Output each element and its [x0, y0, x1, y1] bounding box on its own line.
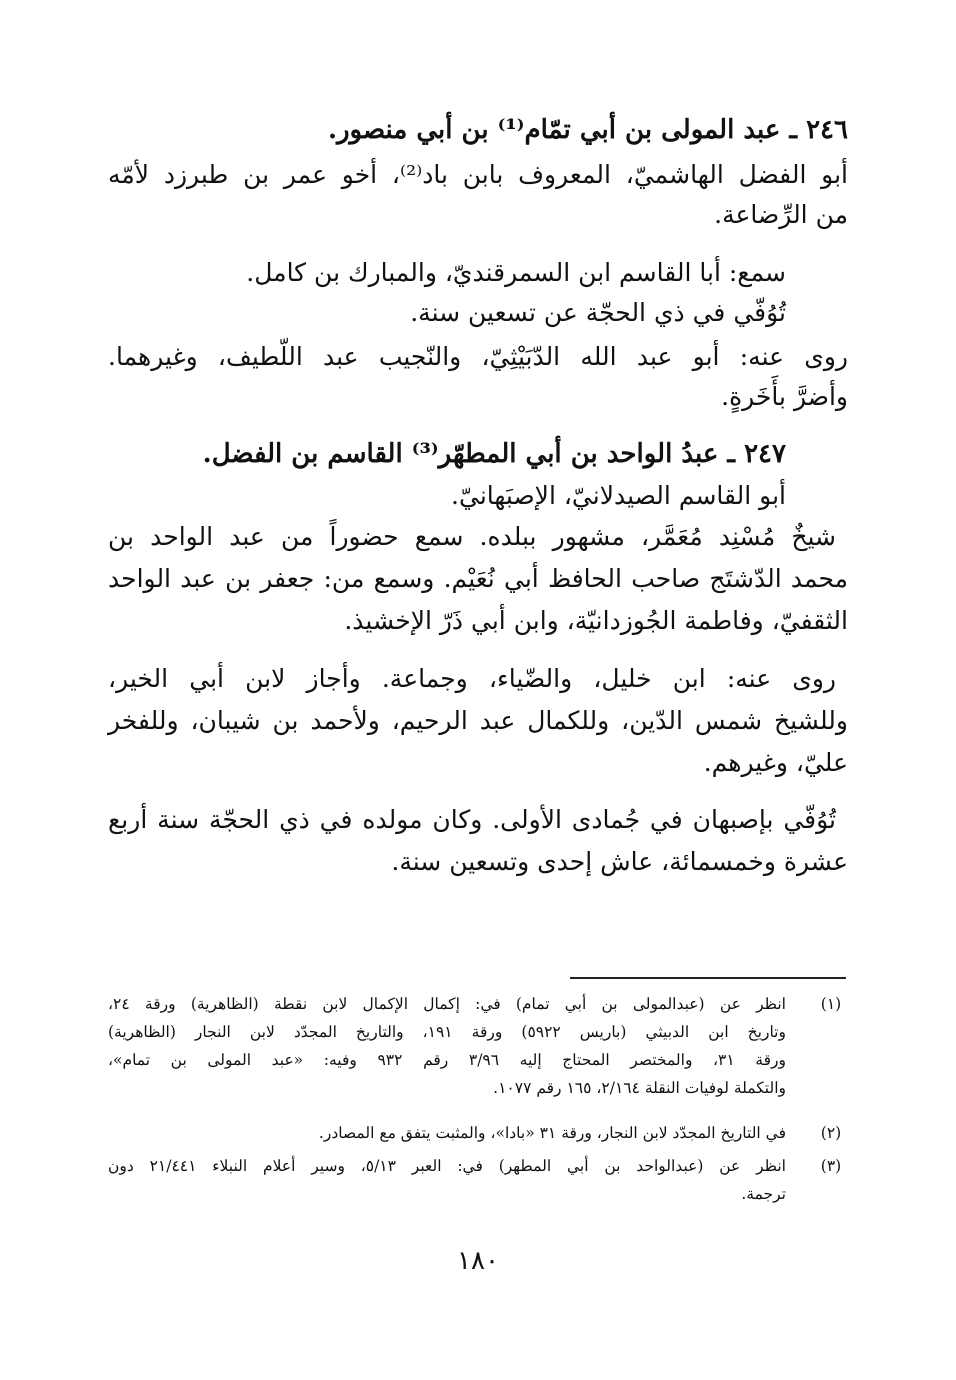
- entry-247-line-8: تُوُفّي بإصبهان في جُمادى الأولى. وكان مولده في ذي الحجّة سنة أربع: [108, 805, 836, 834]
- entry-247-title: ٢٤٧ ـ عبدُ الواحد بن أبي المطهّر⁽³⁾ القاسم بن الفضل.: [202, 439, 786, 469]
- page-number: ١٨٠: [457, 1246, 499, 1276]
- entry-247-line-3: محمد الدّشتَج صاحب الحافظ أبي نُعَيْم. وسمع من: جعفر بن عبد الواحد: [108, 564, 848, 593]
- entry-247-line-5: روى عنه: ابن خليل، والضّياء، وجماعة. وأجاز لابن أبي الخير،: [108, 664, 836, 693]
- entry-246-line-1: أبو الفضل الهاشميّ، المعروف بابن باد⁽²⁾، أخو عمر بن طبرزد لأمّه: [108, 160, 848, 189]
- footnote-3-number: (٣): [820, 1157, 842, 1175]
- entry-247-line-1: أبو القاسم الصيدلانيّ، الإصبَهانيّ.: [451, 481, 786, 510]
- footnote-1-line-1: انظر عن (عبدالمولى بن أبي تمام) في: إكمال الإكمال لابن نقطة (الظاهرية) ورقة ٢٤،: [108, 995, 786, 1013]
- footnote-1-number: (١): [820, 995, 842, 1013]
- footnote-1-line-4: والتكملة لوفيات النقلة ٢/١٦٤، ١٦٥ رقم ١٠٧٧.: [493, 1079, 786, 1097]
- footnote-3-line-2: ترجمة.: [741, 1185, 786, 1203]
- entry-246-line-3: سمع: أبا القاسم ابن السمرقنديّ، والمبارك بن كامل.: [246, 258, 786, 287]
- entry-247-line-2: شيخٌ مُسْنِد مُعَمَّر، مشهور ببلده. سمع حضوراً من عبد الواحد بن: [108, 522, 836, 551]
- entry-246-line-6: وأضرَّ بأَخَرةٍ.: [721, 382, 848, 411]
- footnote-2-number: (٢): [820, 1124, 842, 1142]
- entry-247-line-6: وللشيخ شمس الدّين، وللكمال عبد الرحيم، ولأحمد بن شيبان، وللفخر: [108, 706, 848, 735]
- footnote-1-line-2: وتاريخ ابن الدبيثي (باريس ٥٩٢٢) ورقة ١٩١، والتاريخ المجدّد لابن النجار (الظاهرية): [108, 1023, 786, 1041]
- entry-246-line-2: من الرِّضاعة.: [714, 200, 848, 229]
- entry-246-line-5: روى عنه: أبو عبد الله الدّبَيْثِيّ، والنّجيب عبد اللّطيف، وغيرهما.: [108, 342, 848, 371]
- entry-247-line-9: عشرة وخمسمائة، عاش إحدى وتسعين سنة.: [391, 847, 848, 876]
- entry-246-line-4: تُوُفّي في ذي الحجّة عن تسعين سنة.: [410, 298, 786, 327]
- entry-246-title: ٢٤٦ ـ عبد المولى بن أبي تمّام⁽¹⁾ بن أبي منصور.: [327, 115, 848, 145]
- footnote-1-line-3: ورقة ٣١، والمختصر المحتاج إليه ٣/٩٦ رقم ٩٣٢ وفيه: «عبد المولى بن تمام»،: [108, 1051, 786, 1069]
- entry-247-line-7: عليّ، وغيرهم.: [703, 748, 848, 777]
- footnote-separator: [570, 977, 846, 979]
- footnote-3-line-1: انظر عن (عبدالواحد بن أبي المطهر) في: العبر ٥/١٣، وسير أعلام النبلاء ٢١/٤٤١ دون: [108, 1157, 786, 1175]
- footnote-2-line-1: في التاريخ المجدّد لابن النجار، ورقة ٣١ «بادا»، والمثبت يتفق مع المصادر.: [318, 1124, 786, 1142]
- entry-247-line-4: الثقفيّ، وفاطمة الجُوزدانيّة، وابن أبي ذَرّ الإخشيذ.: [344, 606, 848, 635]
